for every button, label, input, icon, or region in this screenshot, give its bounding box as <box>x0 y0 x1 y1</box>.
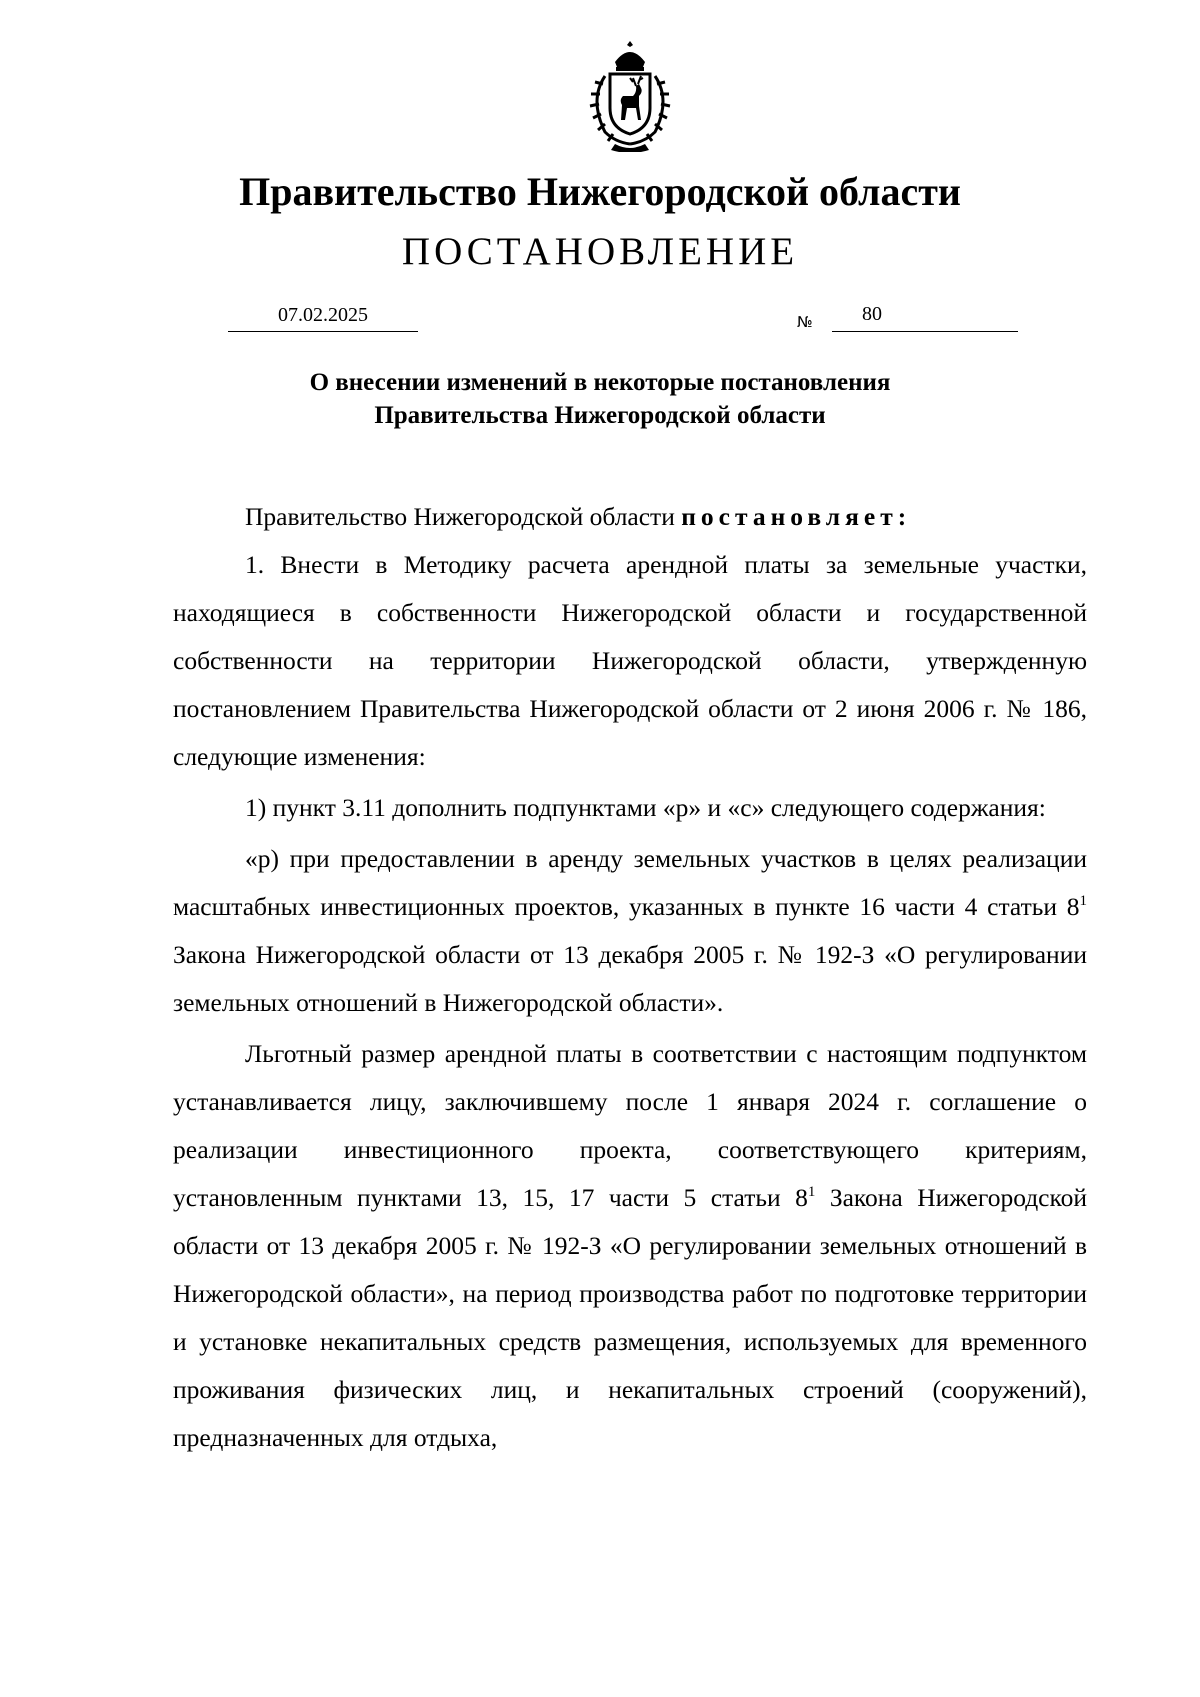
document-date: 07.02.2025 <box>228 302 418 332</box>
paragraph-item-1: 1. Внести в Методику расчета арендной платы за земельные участки, находящиеся в собственности Нижегородской области и государственной собственности на территории Нижегородской области, утвержденную постановлением Правительства Нижегородской области от 2 июня 2006 г. № 186, следующие изменения: <box>173 550 1087 771</box>
coat-of-arms-emblem <box>575 40 685 152</box>
paragraph-benefit <box>173 1030 1087 1462</box>
document-subject <box>0 366 1200 432</box>
benefit-text-a: Льготный размер арендной платы в соответствии с настоящим подпунктом устанавливается лицу, заключившему после 1 января 2024 г. соглашение о реализации инвестиционного проекта, соответствующего критериям, установленным пунктами 13, 15, 17 части 5 статьи 8 <box>173 1039 1087 1212</box>
paragraph-subitem-r <box>173 835 1087 1027</box>
subitem-r-text-b: Закона Нижегородской области от 13 декабря 2005 г. № 192-З «О регулировании земельных отношений в Нижегородской области». <box>173 940 1087 1017</box>
subject-line-1: О внесении изменений в некоторые постановления <box>309 369 891 396</box>
intro-paragraph <box>173 493 1087 541</box>
subject-line-2: Правительства Нижегородской области <box>374 402 826 429</box>
document-body <box>173 493 1087 1462</box>
subitem-r-text-a: «р) при предоставлении в аренду земельных участков в целях реализации масштабных инвестиционных проектов, указанных в пункте 16 части 4 статьи 8 <box>173 844 1087 921</box>
document-number: 80 <box>862 303 882 325</box>
intro-verb: постановляет: <box>681 502 912 531</box>
superscript-1: 1 <box>1079 893 1087 909</box>
paragraph-item-1-1: 1) пункт 3.11 дополнить подпунктами «р» и «с» следующего содержания: <box>245 793 1046 822</box>
benefit-text-b: Закона Нижегородской области от 13 декабря 2005 г. № 192-З «О регулировании земельных отношений в Нижегородской области», на период производства работ по подготовке территории и установке некапитальных средств размещения, используемых для временного проживания физических лиц, и некапитальных строений (сооружений), предназначенных для отдыха, <box>173 1183 1087 1452</box>
government-title: Правительство Нижегородской области <box>239 169 961 214</box>
superscript-2: 1 <box>807 1184 816 1200</box>
document-number-field <box>832 302 1018 332</box>
document-kind-title: ПОСТАНОВЛЕНИЕ <box>401 230 799 273</box>
number-sign: № <box>797 313 813 331</box>
intro-prefix: Правительство Нижегородской области <box>245 502 682 531</box>
